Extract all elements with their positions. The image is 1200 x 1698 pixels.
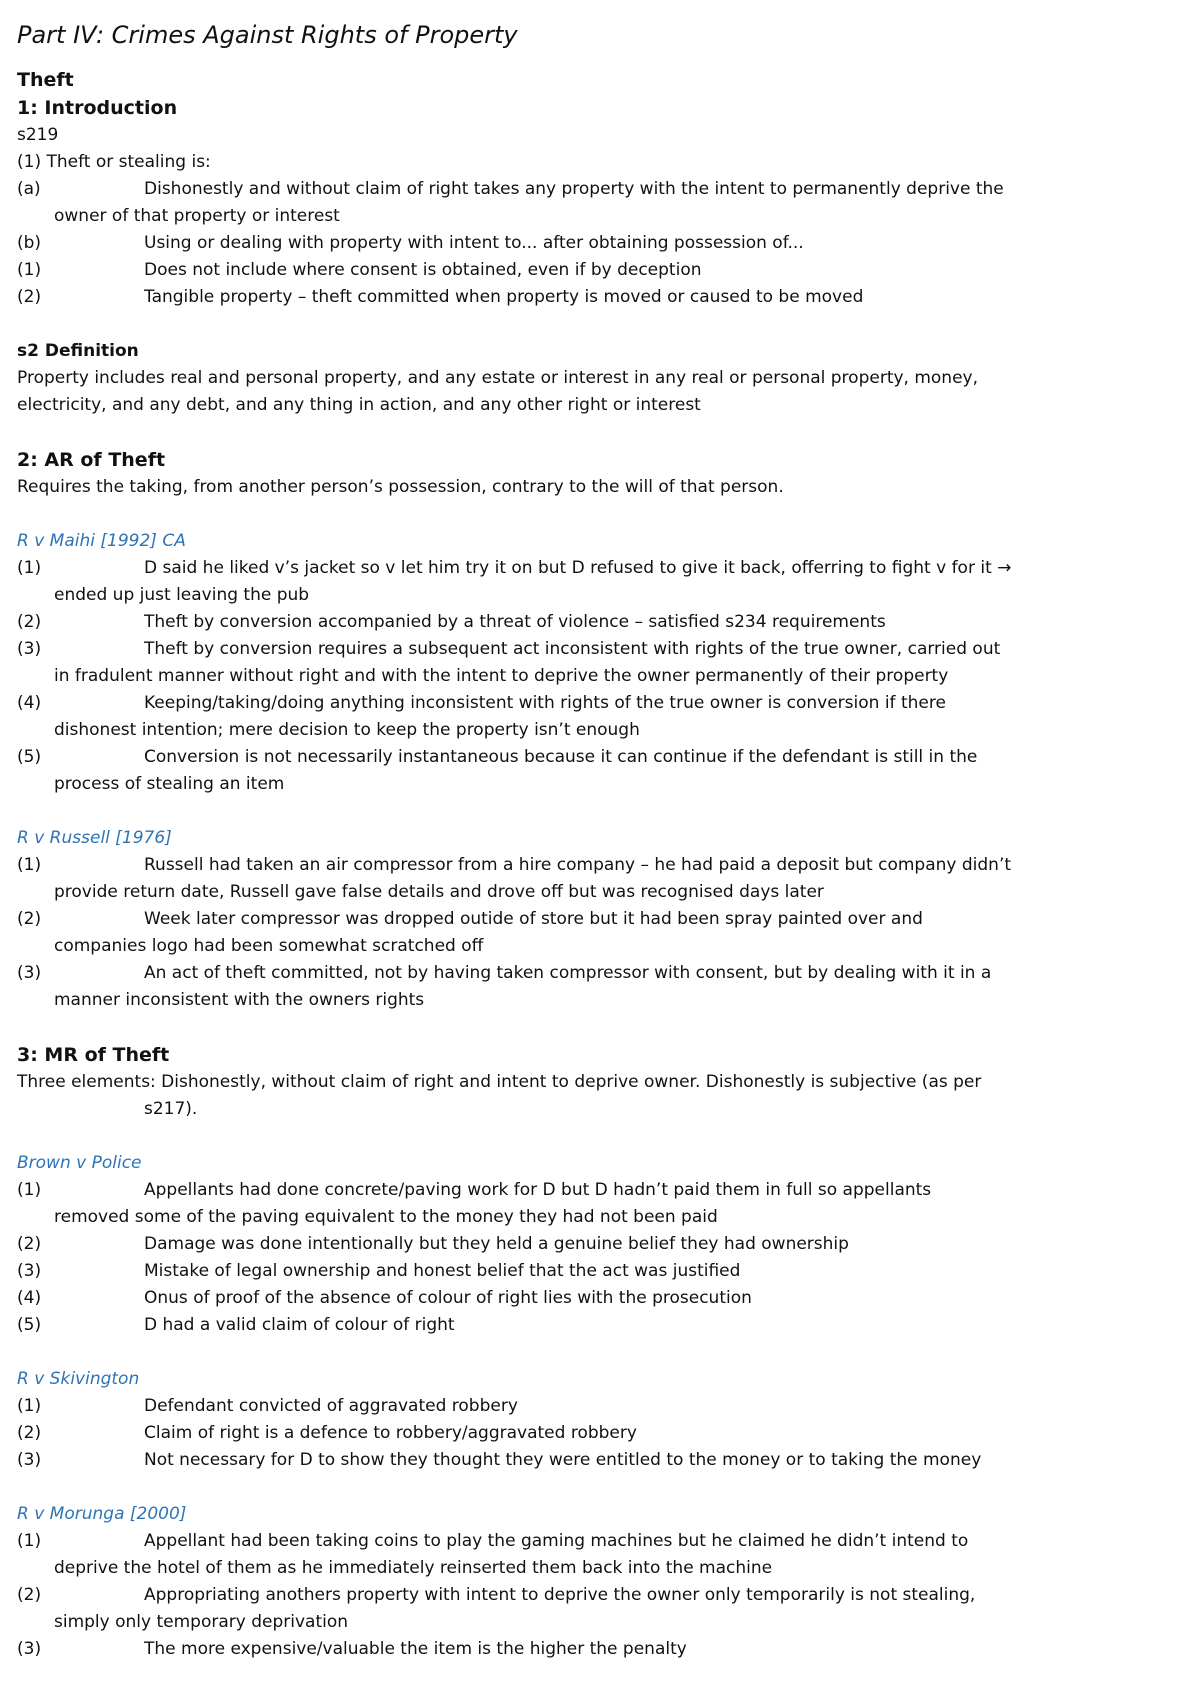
ar-lead: Requires the taking, from another person’s possession, contrary to the will of that person.	[17, 477, 784, 497]
item-text: Appropriating anothers property with intent to deprive the owner only temporarily is not stealing,	[144, 1585, 976, 1605]
item-text: D said he liked v’s jacket so v let him try it on but D refused to give it back, offerring to fight v for it →	[144, 558, 1012, 578]
case-list-russell	[17, 852, 1177, 1014]
list-item	[17, 1393, 1177, 1420]
item-continuation: provide return date, Russell gave false details and drove off but was recognised days later	[54, 882, 824, 902]
case-name-maihi: R v Maihi [1992] CA	[17, 531, 186, 551]
section-heading-mr: 3: MR of Theft	[17, 1044, 170, 1066]
item-number: (3)	[17, 1261, 42, 1281]
item-number: (2)	[17, 909, 42, 929]
item-text: Keeping/taking/doing anything inconsistent with rights of the true owner is conversion if there	[144, 693, 946, 713]
case-list-morunga	[17, 1528, 1177, 1663]
case-list-skivington	[17, 1393, 1177, 1474]
item-number: (b)	[17, 233, 42, 253]
list-item	[17, 257, 1177, 284]
list-item	[17, 555, 1177, 582]
list-item	[17, 1420, 1177, 1447]
list-item	[17, 690, 1177, 717]
item-text: The more expensive/valuable the item is the higher the penalty	[144, 1639, 687, 1659]
item-continuation: in fradulent manner without right and with the intent to deprive the owner permanently of their property	[54, 666, 949, 686]
item-number: (2)	[17, 1585, 42, 1605]
part-title: Part IV: Crimes Against Rights of Property	[17, 21, 518, 49]
item-text: Russell had taken an air compressor from a hire company – he had paid a deposit but company didn’t	[144, 855, 1012, 875]
case-list-maihi	[17, 555, 1177, 798]
item-number: (a)	[17, 179, 41, 199]
item-number: (4)	[17, 1288, 42, 1308]
item-number: (1)	[17, 855, 42, 875]
case-name-skivington: R v Skivington	[17, 1369, 140, 1389]
item-continuation: manner inconsistent with the owners rights	[54, 990, 425, 1010]
item-text: Using or dealing with property with intent to... after obtaining possession of...	[144, 233, 804, 253]
intro-lead: (1) Theft or stealing is:	[17, 152, 211, 172]
item-text: Not necessary for D to show they thought they were entitled to the money or to taking the money	[144, 1450, 982, 1470]
item-continuation: companies logo had been somewhat scratched off	[54, 936, 484, 956]
list-item	[17, 284, 1177, 311]
definition-text-cont: electricity, and any debt, and any thing in action, and any other right or interest	[17, 395, 701, 415]
item-text: Conversion is not necessarily instantaneous because it can continue if the defendant is still in the	[144, 747, 978, 767]
item-number: (3)	[17, 1450, 42, 1470]
item-number: (3)	[17, 1639, 42, 1659]
list-item	[17, 1582, 1177, 1609]
item-number: (3)	[17, 963, 42, 983]
item-continuation: process of stealing an item	[54, 774, 285, 794]
item-number: (2)	[17, 287, 42, 307]
list-item	[17, 960, 1177, 987]
item-number: (2)	[17, 1423, 42, 1443]
list-item	[17, 1177, 1177, 1204]
case-name-russell: R v Russell [1976]	[17, 828, 172, 848]
list-item	[17, 1636, 1177, 1663]
item-text: Claim of right is a defence to robbery/aggravated robbery	[144, 1423, 637, 1443]
list-item	[17, 744, 1177, 771]
item-number: (3)	[17, 639, 42, 659]
item-text: Appellant had been taking coins to play the gaming machines but he claimed he didn’t intend to	[144, 1531, 969, 1551]
item-number: (2)	[17, 612, 42, 632]
item-continuation: deprive the hotel of them as he immediately reinserted them back into the machine	[54, 1558, 773, 1578]
item-number: (1)	[17, 1396, 42, 1416]
item-text: Tangible property – theft committed when property is moved or caused to be moved	[144, 287, 864, 307]
item-continuation: simply only temporary deprivation	[54, 1612, 349, 1632]
item-number: (5)	[17, 1315, 42, 1335]
definition-text: Property includes real and personal property, and any estate or interest in any real or personal property, money,	[17, 368, 979, 388]
item-continuation: owner of that property or interest	[54, 206, 340, 226]
item-text: Onus of proof of the absence of colour of right lies with the prosecution	[144, 1288, 752, 1308]
list-item	[17, 609, 1177, 636]
intro-list	[17, 176, 1177, 311]
item-text: Theft by conversion accompanied by a threat of violence – satisfied s234 requirements	[144, 612, 886, 632]
section-heading-ar: 2: AR of Theft	[17, 449, 166, 471]
list-item	[17, 1285, 1177, 1312]
item-continuation: dishonest intention; mere decision to keep the property isn’t enough	[54, 720, 640, 740]
item-number: (4)	[17, 693, 42, 713]
mr-lead-cont: s217).	[144, 1099, 198, 1119]
item-text: D had a valid claim of colour of right	[144, 1315, 455, 1335]
list-item	[17, 1528, 1177, 1555]
list-item	[17, 176, 1177, 203]
item-number: (1)	[17, 1531, 42, 1551]
item-text: Appellants had done concrete/paving work for D but D hadn’t paid them in full so appellants	[144, 1180, 932, 1200]
item-continuation: ended up just leaving the pub	[54, 585, 310, 605]
item-text: Week later compressor was dropped outide of store but it had been spray painted over and	[144, 909, 923, 929]
item-text: Defendant convicted of aggravated robbery	[144, 1396, 518, 1416]
list-item	[17, 1447, 1177, 1474]
list-item	[17, 852, 1177, 879]
item-number: (1)	[17, 558, 42, 578]
item-number: (5)	[17, 747, 42, 767]
item-text: Mistake of legal ownership and honest belief that the act was justified	[144, 1261, 741, 1281]
section-heading-introduction: 1: Introduction	[17, 97, 178, 119]
item-number: (1)	[17, 1180, 42, 1200]
case-list-brown	[17, 1177, 1177, 1339]
definition-heading: s2 Definition	[17, 341, 139, 361]
list-item	[17, 230, 1177, 257]
item-number: (2)	[17, 1234, 42, 1254]
document-page	[17, 18, 1177, 1663]
case-name-morunga: R v Morunga [2000]	[17, 1504, 187, 1524]
item-text: An act of theft committed, not by having taken compressor with consent, but by dealing with it in a	[144, 963, 992, 983]
item-text: Theft by conversion requires a subsequent act inconsistent with rights of the true owner, carried out	[144, 639, 1001, 659]
item-text: Does not include where consent is obtained, even if by deception	[144, 260, 702, 280]
item-continuation: removed some of the paving equivalent to the money they had not been paid	[54, 1207, 718, 1227]
list-item	[17, 1312, 1177, 1339]
item-text: Dishonestly and without claim of right takes any property with the intent to permanently deprive the	[144, 179, 1004, 199]
list-item	[17, 906, 1177, 933]
section-ref: s219	[17, 125, 59, 145]
list-item	[17, 1231, 1177, 1258]
item-number: (1)	[17, 260, 42, 280]
list-item	[17, 636, 1177, 663]
theft-heading: Theft	[17, 69, 74, 91]
list-item	[17, 1258, 1177, 1285]
case-name-brown: Brown v Police	[17, 1153, 142, 1173]
mr-lead: Three elements: Dishonestly, without claim of right and intent to deprive owner. Dishonestly is subjective (as per	[17, 1072, 982, 1092]
item-text: Damage was done intentionally but they held a genuine belief they had ownership	[144, 1234, 849, 1254]
